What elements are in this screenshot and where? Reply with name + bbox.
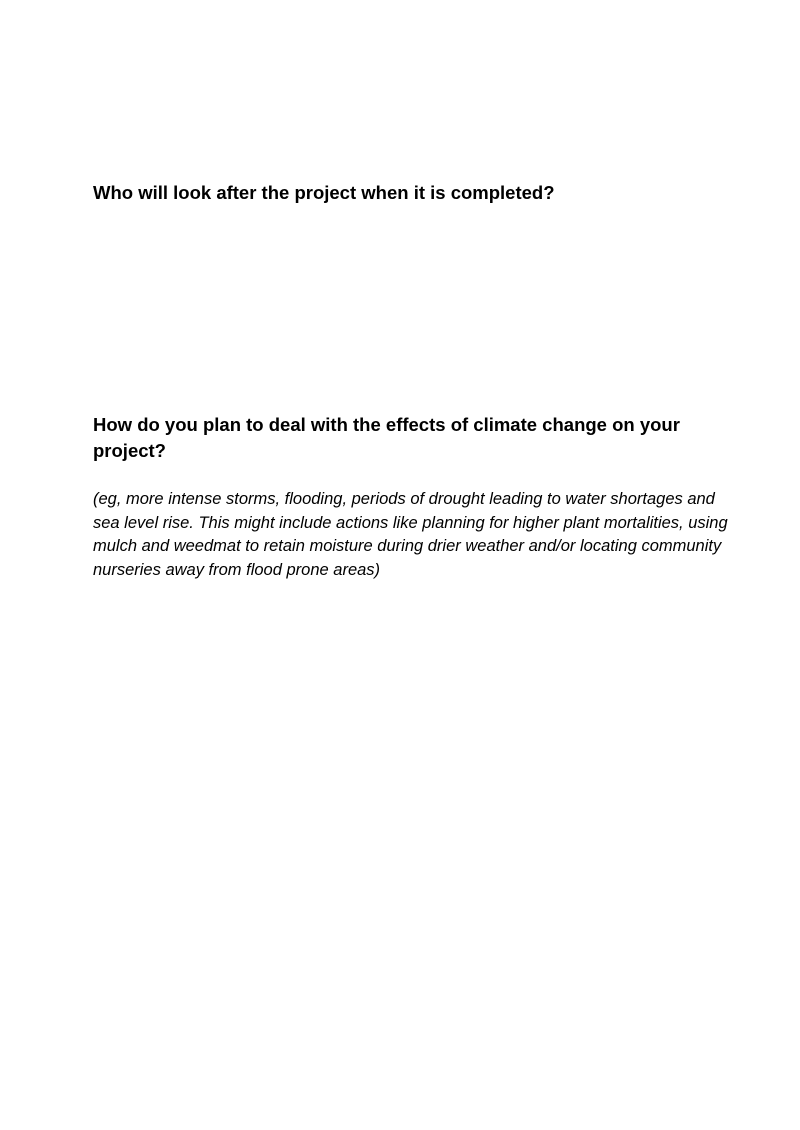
question-project-maintenance: Who will look after the project when it is completed?	[93, 182, 555, 203]
climate-change-hint: (eg, more intense storms, flooding, periods of drought leading to water shortages and sea level rise. This might include actions like planning for higher plant mortalities, using mulch and weedmat to retain moisture during drier weather and/or locating community nurseries away from flood prone areas)	[93, 490, 728, 579]
question-climate-change: How do you plan to deal with the effects of climate change on your project?	[93, 414, 680, 461]
